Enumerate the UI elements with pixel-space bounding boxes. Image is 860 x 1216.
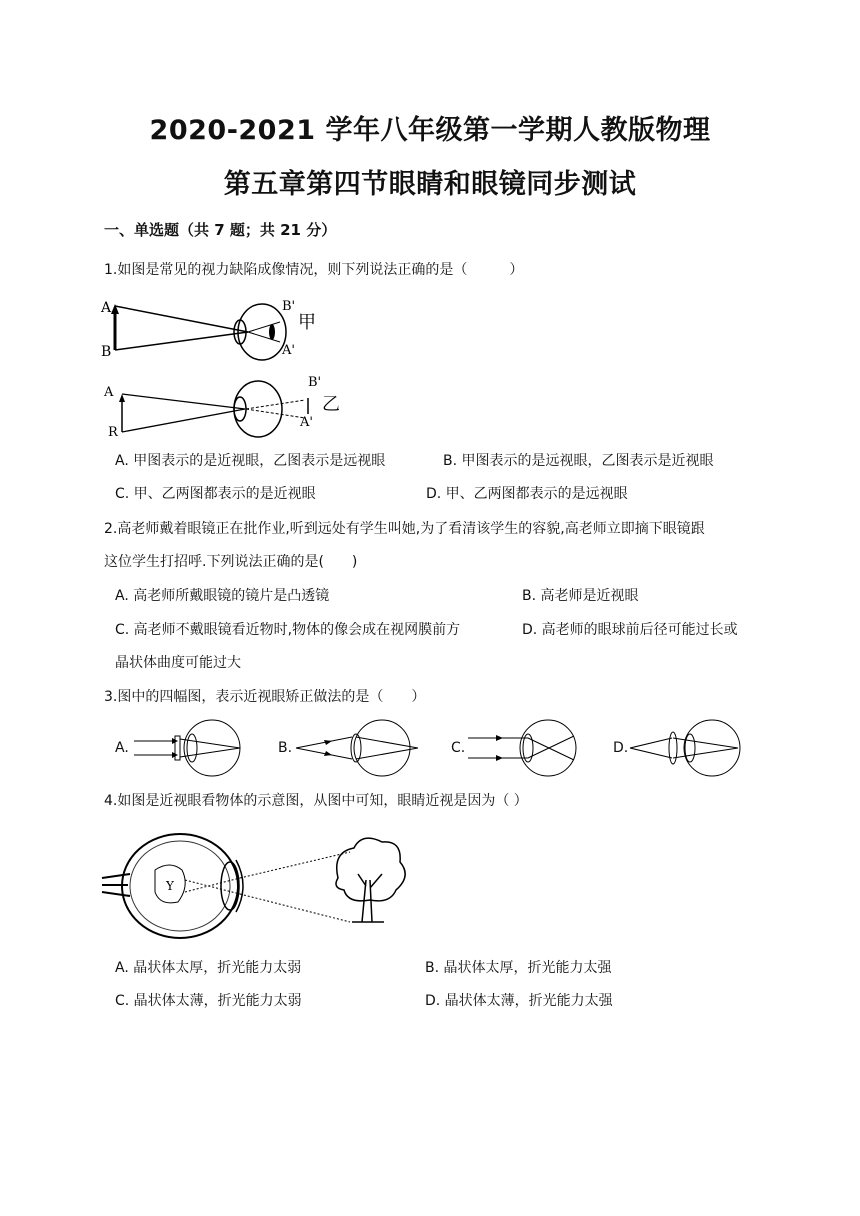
question-2-stem-line2: 这位学生打招呼.下列说法正确的是( ) (104, 554, 358, 570)
label-A-prime-2: A' (300, 415, 313, 430)
q4-option-a[interactable]: A. 晶状体太厚，折光能力太弱 (115, 960, 302, 976)
q4-option-c[interactable]: C. 晶状体太薄，折光能力太弱 (115, 993, 302, 1009)
q3-option-c[interactable]: C. (451, 740, 466, 756)
label-B: B (101, 344, 112, 360)
q1-option-d[interactable]: D. 甲、乙两图都表示的是远视眼 (426, 486, 628, 502)
q3-option-d[interactable]: D. (613, 740, 629, 756)
figure-jia (100, 299, 316, 360)
label-B-prime-2: B' (308, 375, 322, 390)
question-2-stem-line1: 2.高老师戴着眼镜正在批作业,听到远处有学生叫她,为了看清该学生的容貌,高老师立即摘下眼镜跟 (104, 521, 705, 537)
q3-figure-c (466, 716, 582, 780)
label-A-prime: A' (282, 343, 295, 358)
q4-option-b[interactable]: B. 晶状体太厚，折光能力太强 (425, 960, 612, 976)
label-B-prime: B' (282, 299, 296, 314)
question-1-stem: 1.如图是常见的视力缺陷成像情况，则下列说法正确的是（ ） (104, 262, 524, 278)
q2-option-c[interactable]: C. 高老师不戴眼镜看近物时,物体的像会成在视网膜前方 (115, 622, 461, 638)
page-title-line1: 2020-2021 学年八年级第一学期人教版物理 (149, 115, 711, 146)
svg-text:Y: Y (166, 879, 174, 893)
question-3-stem: 3.图中的四幅图，表示近视眼矫正做法的是（ ） (104, 689, 426, 705)
figure-yi (103, 375, 340, 438)
question-1-figure (100, 292, 360, 438)
q3-option-a[interactable]: A. (115, 740, 129, 756)
q4-option-d[interactable]: D. 晶状体太薄，折光能力太强 (425, 993, 613, 1009)
q3-option-b[interactable]: B. (278, 740, 293, 756)
q2-option-a[interactable]: A. 高老师所戴眼镜的镜片是凸透镜 (115, 588, 330, 604)
label-A: A (101, 300, 112, 316)
q2-option-b[interactable]: B. 高老师是近视眼 (522, 588, 639, 604)
question-4-stem: 4.如图是近视眼看物体的示意图，从图中可知，眼睛近视是因为（ ） (104, 793, 528, 809)
label-A2: A (104, 385, 114, 400)
q2-option-d-continued: 晶状体曲度可能过大 (115, 655, 241, 671)
label-yi: 乙 (322, 394, 340, 415)
section-heading: 一、单选题（共 7 题；共 21 分） (104, 221, 337, 239)
label-R: R (108, 425, 118, 438)
q3-figure-b (294, 716, 422, 780)
q3-figure-d (628, 716, 744, 780)
q3-figure-a (132, 716, 244, 780)
q1-option-a[interactable]: A. 甲图表示的是近视眼，乙图表示是远视眼 (115, 453, 386, 469)
page-title-line2: 第五章第四节眼睛和眼镜同步测试 (223, 169, 637, 200)
q1-option-c[interactable]: C. 甲、乙两图都表示的是近视眼 (115, 486, 316, 502)
label-jia: 甲 (298, 312, 316, 333)
q1-option-b[interactable]: B. 甲图表示的是远视眼，乙图表示是近视眼 (443, 453, 714, 469)
q2-option-d[interactable]: D. 高老师的眼球前后径可能过长或 (522, 622, 738, 638)
question-4-figure (100, 830, 420, 942)
